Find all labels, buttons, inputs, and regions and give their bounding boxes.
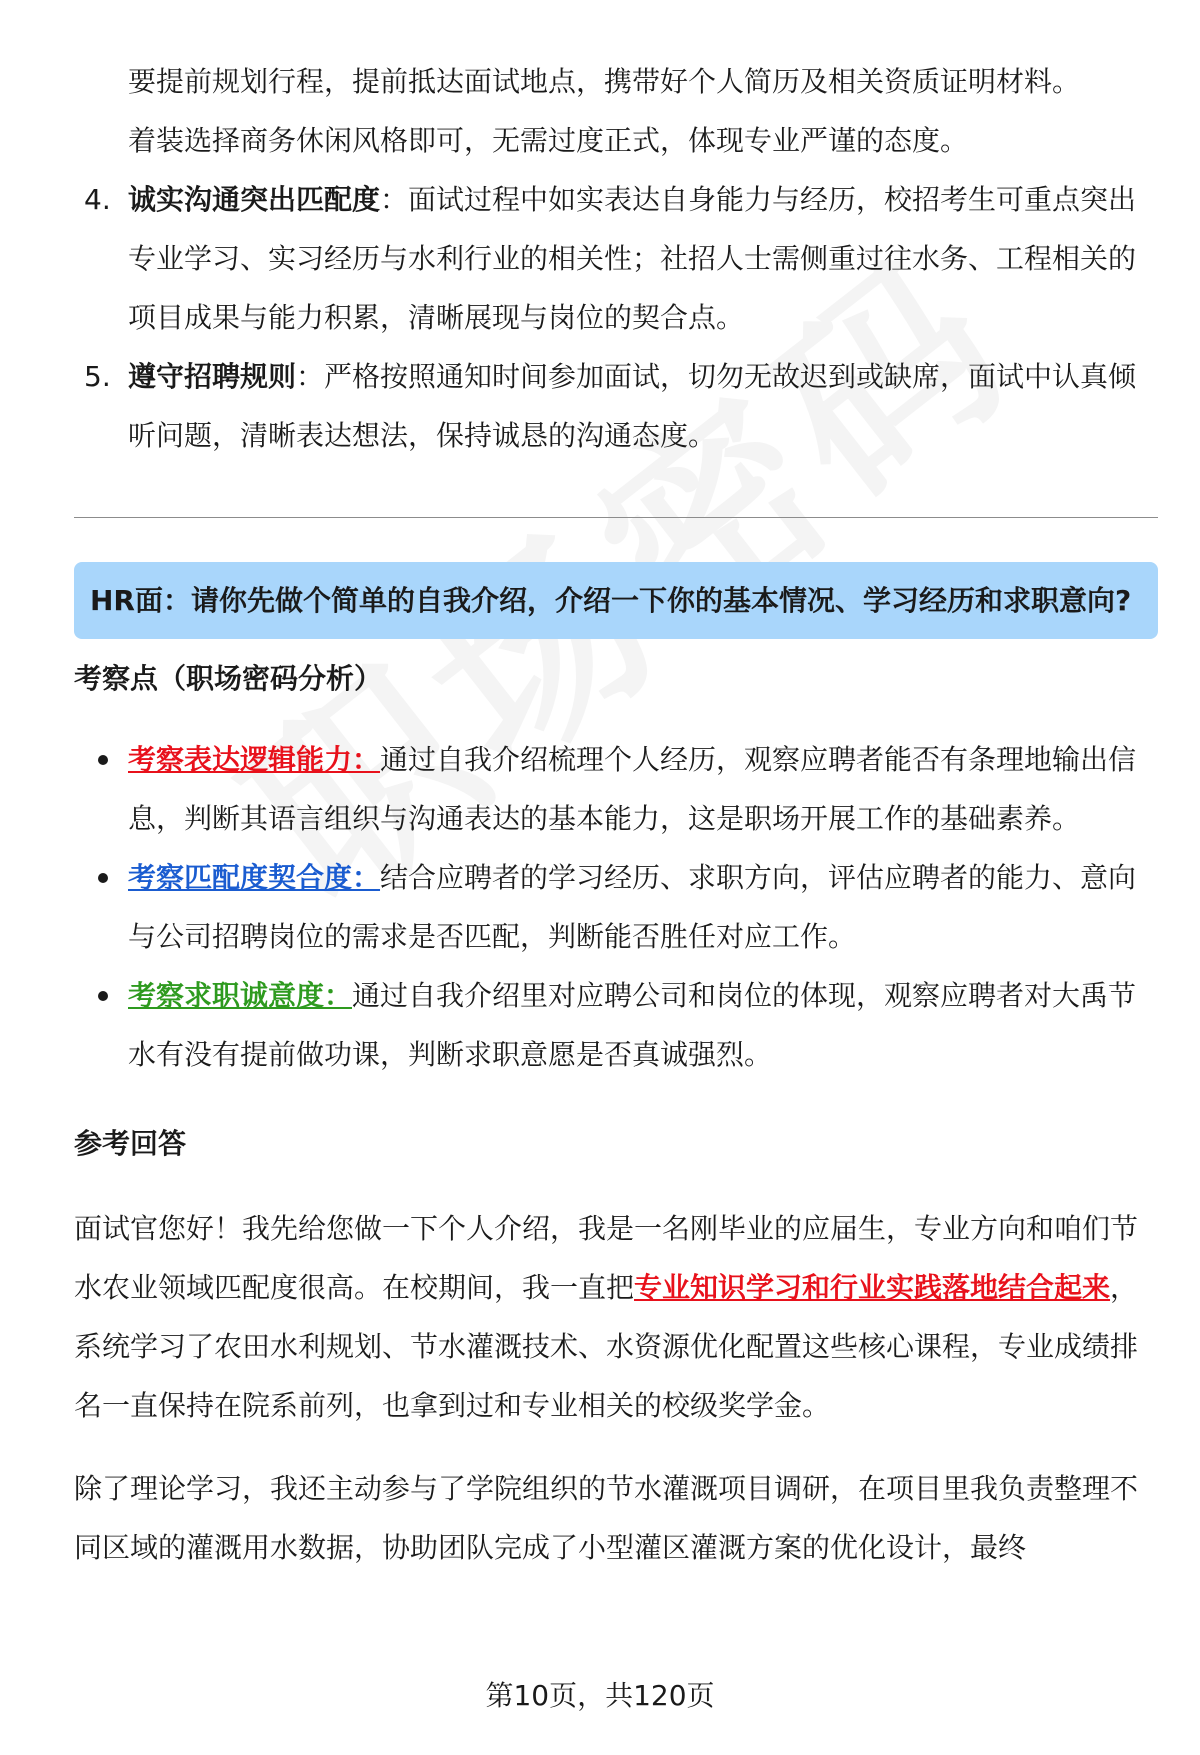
bullet-dot-icon xyxy=(98,755,108,765)
page-footer: 第10页，共120页 xyxy=(485,1679,715,1712)
bullet-dot-icon xyxy=(98,991,108,1001)
intro-continued xyxy=(74,52,1158,170)
answer-paragraph-1 xyxy=(74,1199,1158,1435)
answer-highlight: 专业知识学习和行业实践落地结合起来 xyxy=(634,1271,1111,1304)
intro-line-2: 着装选择商务休闲风格即可，无需过度正式，体现专业严谨的态度。 xyxy=(128,124,969,157)
point-text: 通过自我介绍里对应聘公司和岗位的体现，观察应聘者对大禹节水有没有提前做功课，判断求职意愿是否真诚强烈。 xyxy=(128,979,1137,1071)
reference-title: 参考回答 xyxy=(74,1127,187,1160)
tips-list xyxy=(74,170,1158,465)
tip-title: 诚实沟通突出匹配度 xyxy=(128,183,381,216)
document-body xyxy=(74,52,1158,1577)
reference-answer xyxy=(74,1199,1158,1577)
analysis-title: 考察点（职场密码分析） xyxy=(74,662,383,695)
tip-title: 遵守招聘规则 xyxy=(128,360,297,393)
analysis-points xyxy=(74,730,1158,1084)
point-item xyxy=(74,966,1158,1084)
point-label: 考察表达逻辑能力： xyxy=(128,743,381,776)
point-label: 考察匹配度契合度： xyxy=(128,861,381,894)
intro-line-1: 要提前规划行程，提前抵达面试地点，携带好个人简历及相关资质证明材料。 xyxy=(128,65,1081,98)
point-text: 通过自我介绍梳理个人经历，观察应聘者能否有条理地输出信息，判断其语言组织与沟通表达的基本能力，这是职场开展工作的基础素养。 xyxy=(128,743,1137,835)
question-box: HR面：请你先做个简单的自我介绍，介绍一下你的基本情况、学习经历和求职意向? xyxy=(74,562,1158,639)
section-divider xyxy=(74,517,1158,518)
point-label: 考察求职诚意度： xyxy=(128,979,353,1012)
answer-text: 面试官您好！我先给您做一下个人介绍，我是一名刚毕业的应届生，专业方向和咱们节水农业领域匹配度很高。在校期间，我一直把 xyxy=(74,1212,1139,1304)
tip-text: ：面试过程中如实表达自身能力与经历，校招考生可重点突出专业学习、实习经历与水利行业的相关性；社招人士需侧重过往水务、工程相关的项目成果与能力积累，清晰展现与岗位的契合点。 xyxy=(128,183,1137,334)
answer-text: ，系统学习了农田水利规划、节水灌溉技术、水资源优化配置这些核心课程，专业成绩排名一直保持在院系前列，也拿到过和专业相关的校级奖学金。 xyxy=(74,1271,1139,1422)
answer-paragraph-2: 除了理论学习，我还主动参与了学院组织的节水灌溉项目调研，在项目里我负责整理不同区域的灌溉用水数据，协助团队完成了小型灌区灌溉方案的优化设计，最终 xyxy=(74,1472,1139,1564)
tip-item-4 xyxy=(74,170,1158,347)
tip-item-5 xyxy=(74,347,1158,465)
point-text: 结合应聘者的学习经历、求职方向，评估应聘者的能力、意向与公司招聘岗位的需求是否匹配，判断能否胜任对应工作。 xyxy=(128,861,1137,953)
tip-number: 5. xyxy=(84,360,111,393)
point-item xyxy=(74,848,1158,966)
bullet-dot-icon xyxy=(98,873,108,883)
tip-number: 4. xyxy=(84,183,111,216)
tip-text: ：严格按照通知时间参加面试，切勿无故迟到或缺席，面试中认真倾听问题，清晰表达想法，保持诚恳的沟通态度。 xyxy=(128,360,1137,452)
point-item xyxy=(74,730,1158,848)
